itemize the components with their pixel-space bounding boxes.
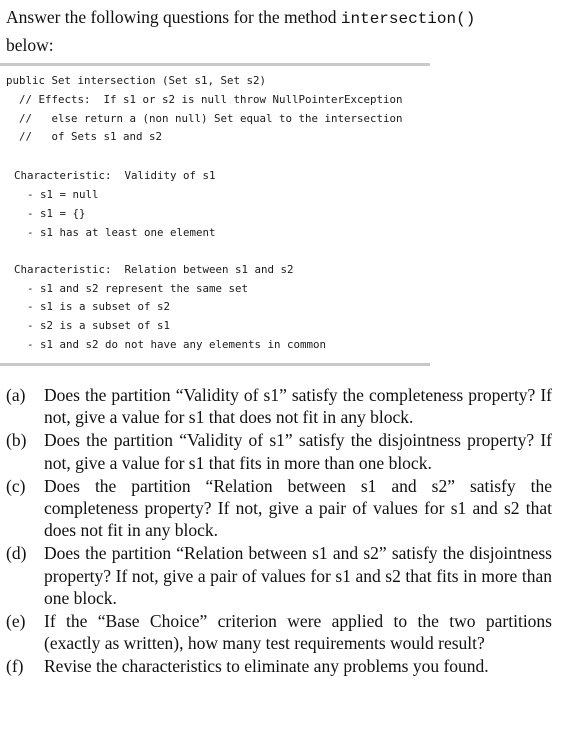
question-item — [0, 384, 552, 428]
question-text: Does the partition “Relation between s1 and s2” satisfy the completeness property? If not, give a pair of values for s1 and s2 that does not fit in any block. — [44, 475, 552, 541]
code-line-comment: // Effects: If s1 or s2 is null throw NullPointerException — [6, 93, 403, 106]
method-name: intersection() — [340, 10, 476, 28]
intro-prefix: Answer the following questions for the method — [6, 7, 341, 27]
question-item — [0, 429, 552, 473]
validity-block: - s1 has at least one element — [14, 226, 216, 239]
characteristic-validity-title: Characteristic: Validity of s1 — [14, 169, 216, 182]
question-item — [0, 610, 552, 654]
question-text: Does the partition “Validity of s1” satisfy the completeness property? If not, give a value for s1 that does not fit in any block. — [44, 385, 552, 428]
question-label: (a) — [6, 385, 26, 405]
question-item — [0, 475, 552, 542]
validity-block: - s1 = null — [14, 188, 99, 201]
question-text: Revise the characteristics to eliminate any problems you found. — [44, 656, 489, 677]
relation-block: - s1 and s2 do not have any elements in common — [14, 338, 327, 351]
code-line-comment: // else return a (non null) Set equal to the intersection — [6, 112, 403, 125]
characteristic-relation-title: Characteristic: Relation between s1 and s2 — [14, 263, 294, 276]
code-line-comment: // of Sets s1 and s2 — [6, 130, 163, 143]
relation-block: - s1 is a subset of s2 — [14, 300, 171, 313]
question-label: (f) — [6, 656, 24, 677]
question-text: Does the partition “Relation between s1 and s2” satisfy the disjointness property? If not, give a pair of values for s1 and s2 that fits in more than one block. — [44, 543, 552, 608]
question-item — [0, 542, 552, 609]
question-label: (e) — [6, 611, 26, 632]
question-list — [0, 384, 552, 679]
intro-paragraph — [6, 4, 551, 58]
question-text: Does the partition “Validity of s1” satisfy the disjointness property? If not, give a value for s1 that fits in more than one block. — [44, 430, 552, 473]
intro-suffix: below: — [6, 35, 54, 55]
question-item — [0, 655, 552, 677]
question-label: (d) — [6, 543, 27, 564]
relation-block: - s1 and s2 represent the same set — [14, 282, 249, 295]
code-line-signature: public Set intersection (Set s1, Set s2) — [6, 74, 267, 87]
validity-block: - s1 = {} — [14, 207, 86, 220]
question-label: (b) — [6, 430, 27, 451]
question-text: If the “Base Choice” criterion were applied to the two partitions (exactly as written), how many test requirements would result? — [44, 611, 552, 654]
code-block — [0, 63, 430, 366]
question-label: (c) — [6, 475, 26, 496]
relation-block: - s2 is a subset of s1 — [14, 319, 171, 332]
